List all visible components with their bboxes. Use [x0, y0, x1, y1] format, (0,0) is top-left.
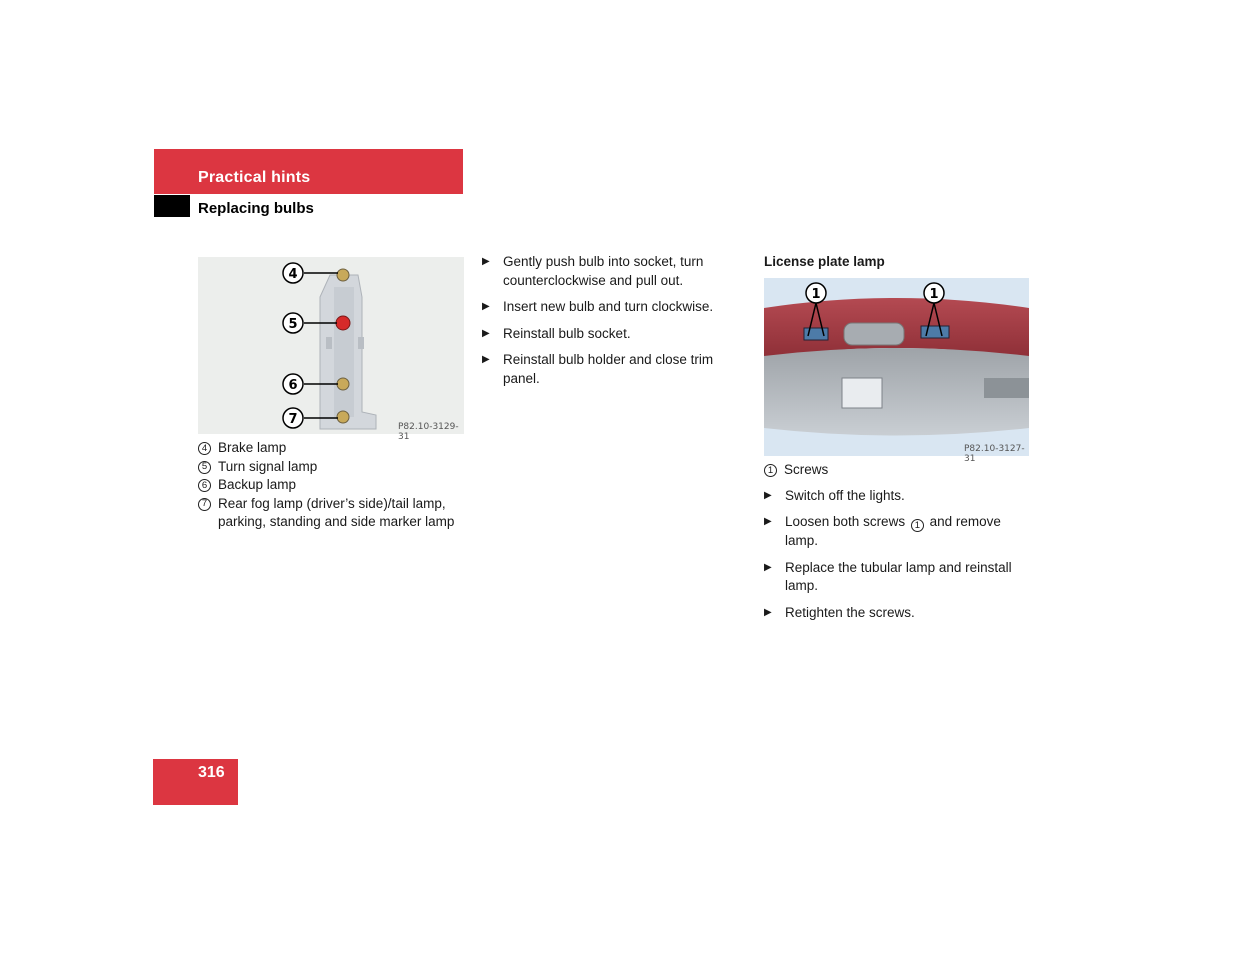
step-item [482, 351, 734, 388]
arrow-icon: ▶ [482, 327, 490, 339]
legend-number: 7 [198, 498, 211, 511]
callout-7: 7 [288, 412, 298, 427]
legend-item [198, 439, 468, 458]
callout-1-right: 1 [929, 287, 939, 302]
legend-item [198, 458, 468, 477]
subsection-marker [154, 195, 190, 217]
step-text: Reinstall bulb socket. [503, 325, 631, 341]
legend-item [764, 461, 1034, 480]
legend-number: 1 [764, 464, 777, 477]
legend-text: Backup lamp [218, 477, 297, 492]
license-legend-and-steps [764, 461, 1034, 630]
step-text: Gently push bulb into socket, turn counterclockwise and pull out. [503, 254, 704, 288]
step-item [764, 559, 1034, 596]
legend-number: 4 [198, 442, 211, 455]
section-title: Practical hints [198, 169, 311, 186]
step-text [785, 513, 1034, 551]
callout-5: 5 [288, 317, 298, 332]
bulb-steps [482, 253, 734, 396]
step-item [764, 513, 1034, 551]
bulb-legend [198, 439, 468, 532]
license-plate-heading: License plate lamp [764, 254, 885, 269]
arrow-icon: ▶ [764, 489, 772, 501]
callout-4: 4 [288, 267, 298, 282]
arrow-icon: ▶ [482, 354, 490, 365]
bulb-holder-illustration [198, 257, 464, 442]
callout-6: 6 [288, 378, 298, 393]
step-item [764, 604, 1034, 623]
step-text: Replace the tubular lamp and reinstall lamp. [785, 559, 1012, 594]
legend-number: 5 [198, 461, 211, 474]
figure-code: P82.10-3127-31 [964, 444, 1025, 464]
page-number: 316 [198, 764, 225, 781]
bulb-holder-drawing [198, 257, 464, 434]
callout-1-left: 1 [811, 287, 821, 302]
step-text: Insert new bulb and turn clockwise. [503, 299, 714, 314]
legend-number: 6 [198, 479, 211, 492]
step-text: Switch off the lights. [785, 487, 905, 503]
step-text: Retighten the screws. [785, 604, 915, 620]
license-plate-section [764, 253, 1034, 279]
license-plate-illustration [764, 278, 1029, 464]
legend-text: Rear fog lamp (driver’s side)/tail lamp, parking, standing and side marker lamp [218, 495, 455, 529]
step-item [482, 325, 734, 344]
step-text-part: Loosen both screws [785, 514, 906, 529]
subsection-title: Replacing bulbs [198, 200, 314, 217]
arrow-icon: ▶ [482, 301, 490, 312]
arrow-icon: ▶ [482, 256, 490, 267]
page-number-box [153, 759, 238, 805]
step-item [764, 487, 1034, 506]
legend-text: Brake lamp [218, 440, 287, 455]
arrow-icon: ▶ [764, 606, 772, 618]
license-plate-drawing [764, 278, 1029, 456]
legend-item [198, 495, 468, 532]
step-item [482, 298, 734, 317]
legend-item [198, 476, 468, 495]
step-item [482, 253, 734, 290]
figure-code: P82.10-3129-31 [398, 422, 459, 442]
step-text: Reinstall bulb holder and close trim panel. [503, 352, 714, 386]
step-text-part: and remove lamp. [785, 514, 1001, 549]
legend-text: Screws [784, 462, 829, 477]
legend-text: Turn signal lamp [218, 458, 318, 474]
inline-number: 1 [911, 519, 924, 532]
arrow-icon: ▶ [764, 561, 772, 573]
arrow-icon: ▶ [764, 516, 772, 527]
